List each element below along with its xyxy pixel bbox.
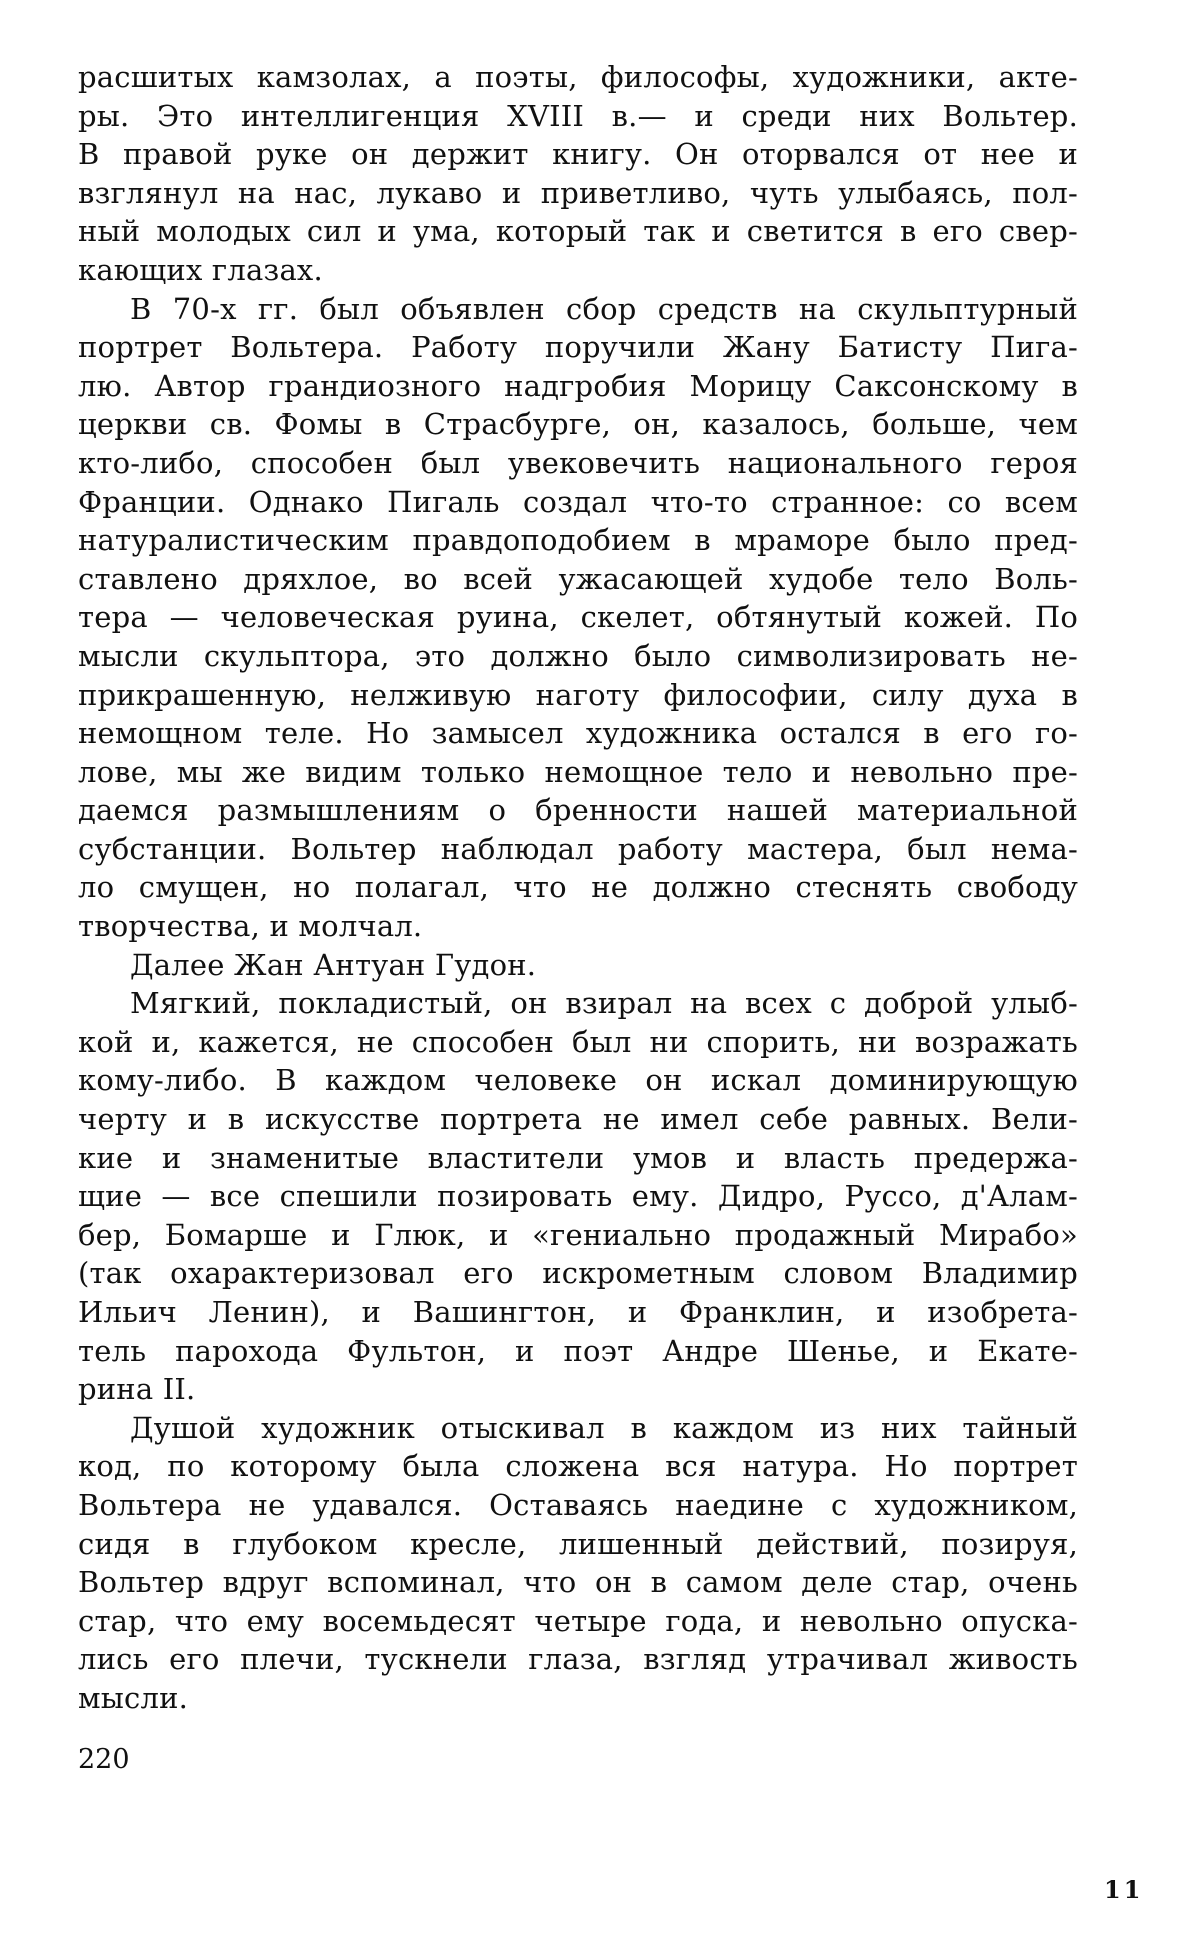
text-line: кто-либо, способен был увековечить национального героя xyxy=(78,445,1078,480)
text-line: мысли. xyxy=(78,1680,189,1715)
text-line: тера — человеческая руина, скелет, обтянутый кожей. По xyxy=(78,600,1078,635)
text-line: даемся размышлениям о бренности нашей материальной xyxy=(78,793,1078,828)
text-line: лю. Автор грандиозного надгробия Морицу Саксонскому в xyxy=(78,368,1078,403)
text-line: Душой художник отыскивал в каждом из них тайный xyxy=(130,1410,1078,1445)
text-line: Вольтер вдруг вспоминал, что он в самом деле стар, очень xyxy=(78,1565,1078,1600)
text-line: (так охарактеризовал его искрометным словом Владимир xyxy=(78,1256,1078,1291)
text-line: рина II. xyxy=(78,1372,196,1407)
text-line: кающих глазах. xyxy=(78,252,323,287)
text-line: стар, что ему восемьдесят четыре года, и невольно опуска- xyxy=(78,1603,1078,1638)
text-line: прикрашенную, нелживую наготу философии, силу духа в xyxy=(78,677,1078,712)
text-line: код, по которому была сложена вся натура. Но портрет xyxy=(78,1449,1078,1484)
text-line: бер, Бомарше и Глюк, и «гениально продажный Мирабо» xyxy=(78,1217,1078,1252)
text-line: кой и, кажется, не способен был ни спорить, ни возражать xyxy=(78,1024,1078,1059)
text-line: портрет Вольтера. Работу поручили Жану Батисту Пига- xyxy=(78,330,1078,365)
text-line: расшитых камзолах, а поэты, философы, художники, акте- xyxy=(78,60,1078,94)
page-body xyxy=(78,58,1078,1718)
text-line: В 70-х гг. был объявлен сбор средств на скульптурный xyxy=(130,291,1078,326)
text-line: немощном теле. Но замысел художника остался в его го- xyxy=(78,716,1078,751)
text-line: церкви св. Фомы в Страсбурге, он, казалось, больше, чем xyxy=(78,407,1078,442)
text-line: ры. Это интеллигенция XVIII в.— и среди них Вольтер. xyxy=(78,98,1078,133)
text-line: Далее Жан Антуан Гудон. xyxy=(130,947,537,982)
text-line: ставлено дряхлое, во всей ужасающей худобе тело Воль- xyxy=(78,561,1078,596)
text-line: творчества, и молчал. xyxy=(78,909,423,944)
text-line: кие и знаменитые властители умов и власть предержа- xyxy=(78,1140,1078,1175)
text-line: натуралистическим правдоподобием в мраморе было пред- xyxy=(78,523,1078,558)
text-line: Франции. Однако Пигаль создал что-то странное: со всем xyxy=(78,484,1078,519)
text-line: Мягкий, покладистый, он взирал на всех с доброй улыб- xyxy=(130,986,1078,1021)
text-line: лись его плечи, тускнели глаза, взгляд утрачивал живость xyxy=(78,1642,1078,1677)
text-line: мысли скульптора, это должно было символизировать не- xyxy=(78,638,1078,673)
text-line: В правой руке он держит книгу. Он оторвался от нее и xyxy=(78,137,1078,172)
text-line: черту и в искусстве портрета не имел себе равных. Вели- xyxy=(78,1102,1078,1137)
text-line: сидя в глубоком кресле, лишенный действий, позируя, xyxy=(78,1526,1078,1561)
text-line: лове, мы же видим только немощное тело и невольно пре- xyxy=(78,754,1078,789)
text-line: тель парохода Фультон, и поэт Андре Шенье, и Екате- xyxy=(78,1333,1078,1368)
text-line: взглянул на нас, лукаво и приветливо, чуть улыбаясь, пол- xyxy=(78,175,1078,210)
text-line: щие — все спешили позировать ему. Дидро, Руссо, д'Алам- xyxy=(78,1179,1078,1214)
text-line: Вольтера не удавался. Оставаясь наедине с художником, xyxy=(78,1487,1078,1522)
text-line: Ильич Ленин), и Вашингтон, и Франклин, и изобрета- xyxy=(78,1295,1078,1329)
text-line: кому-либо. В каждом человеке он искал доминирующую xyxy=(78,1063,1078,1098)
text-line: субстанции. Вольтер наблюдал работу мастера, был нема- xyxy=(78,831,1078,866)
text-line: ный молодых сил и ума, который так и светится в его свер- xyxy=(78,214,1078,249)
page-number: 220 xyxy=(78,1744,130,1775)
text-line: ло смущен, но полагал, что не должно стеснять свободу xyxy=(78,870,1078,905)
signature-mark: 11 xyxy=(1104,1875,1144,1904)
